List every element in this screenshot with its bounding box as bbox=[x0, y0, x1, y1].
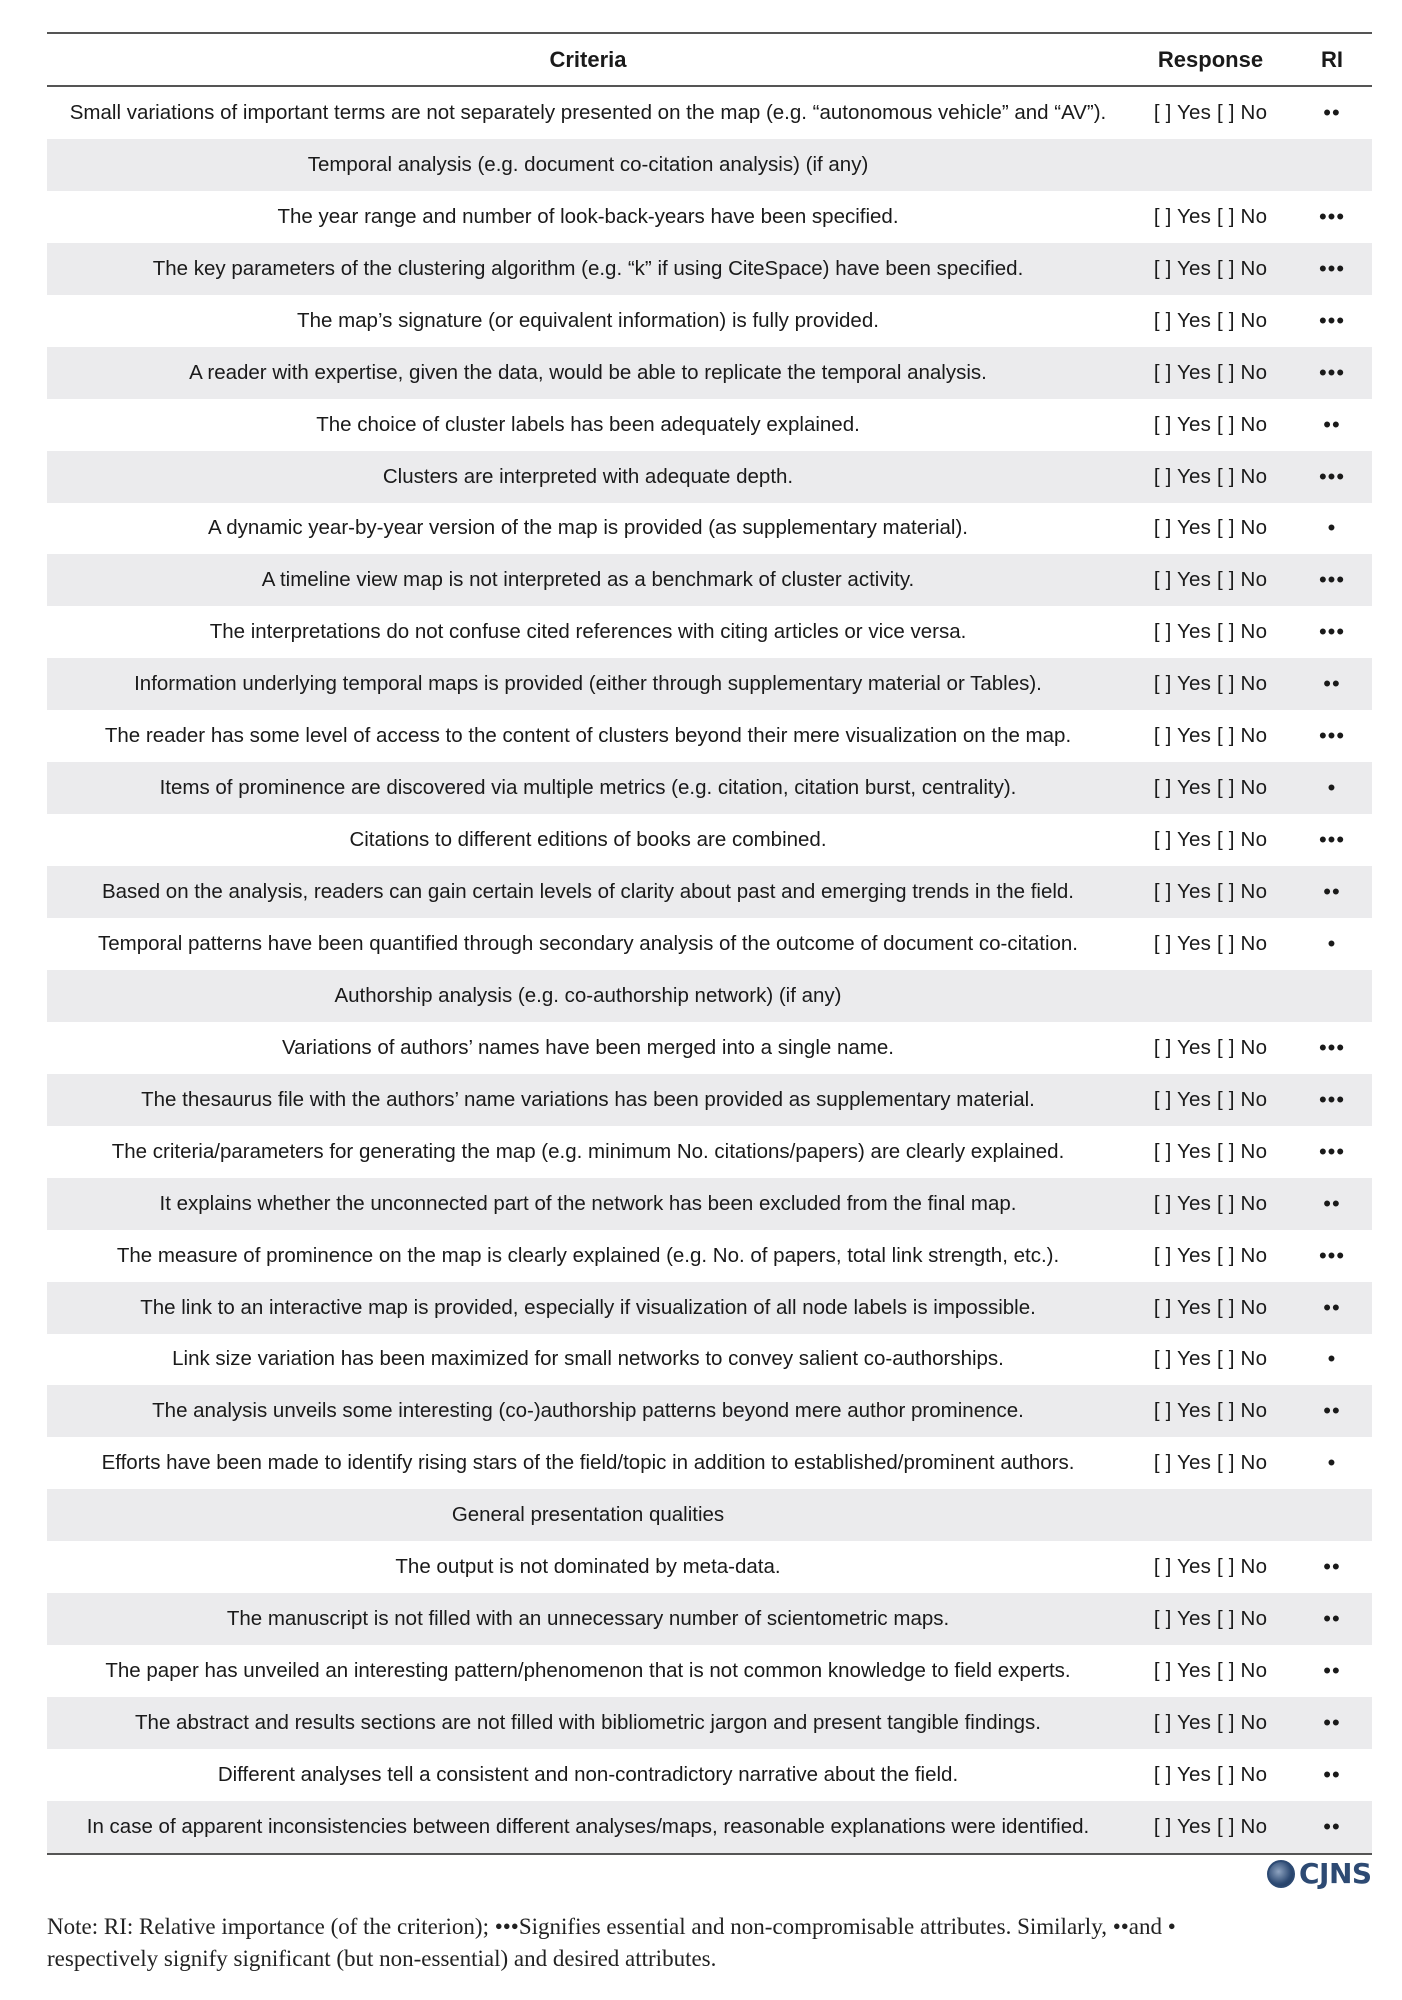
criteria-cell: The year range and number of look-back-years have been specified. bbox=[277, 204, 899, 228]
response-cell: [ ] Yes [ ] No bbox=[1153, 204, 1268, 228]
criteria-cell: It explains whether the unconnected part of the network has been excluded from the final map. bbox=[47, 1178, 1129, 1230]
table-row bbox=[47, 399, 1372, 451]
table-row bbox=[47, 347, 1372, 399]
criteria-cell: Small variations of important terms are not separately presented on the map (e.g. “autonomous vehicle” and “AV”). bbox=[69, 100, 1107, 124]
section-heading: General presentation qualities bbox=[47, 1489, 1129, 1541]
response-cell: [ ] Yes [ ] No bbox=[1153, 412, 1268, 436]
table-row bbox=[47, 1230, 1372, 1282]
table-row bbox=[47, 762, 1372, 814]
table-row bbox=[47, 814, 1372, 866]
ri-cell: ••• bbox=[1318, 203, 1346, 229]
table-row bbox=[47, 1697, 1372, 1749]
criteria-cell: Temporal patterns have been quantified through secondary analysis of the outcome of document co-citation. bbox=[97, 931, 1079, 955]
ri-cell: •• bbox=[1292, 1801, 1372, 1854]
table-row bbox=[47, 1541, 1372, 1593]
response-cell: [ ] Yes [ ] No bbox=[1153, 1035, 1268, 1059]
table-row bbox=[47, 606, 1372, 658]
response-cell: [ ] Yes [ ] No bbox=[1129, 451, 1292, 503]
table-row bbox=[47, 243, 1372, 295]
response-cell: [ ] Yes [ ] No bbox=[1153, 1243, 1268, 1267]
response-cell: [ ] Yes [ ] No bbox=[1129, 762, 1292, 814]
ri-cell: • bbox=[1292, 762, 1372, 814]
criteria-cell: Items of prominence are discovered via multiple metrics (e.g. citation, citation burst, centrality). bbox=[47, 762, 1129, 814]
response-cell: [ ] Yes [ ] No bbox=[1129, 1801, 1292, 1854]
table-row bbox=[47, 1074, 1372, 1126]
criteria-table bbox=[47, 32, 1372, 1855]
ri-cell: • bbox=[1327, 1346, 1337, 1372]
table-row bbox=[47, 1178, 1372, 1230]
criteria-cell: A reader with expertise, given the data, would be able to replicate the temporal analysis. bbox=[47, 347, 1129, 399]
table-body bbox=[47, 86, 1372, 1854]
ri-cell: •• bbox=[1292, 1697, 1372, 1749]
ri-cell: •• bbox=[1323, 1554, 1341, 1580]
response-cell: [ ] Yes [ ] No bbox=[1129, 1385, 1292, 1437]
table-row bbox=[47, 554, 1372, 606]
ri-cell: •• bbox=[1292, 1282, 1372, 1334]
criteria-cell: Variations of authors’ names have been merged into a single name. bbox=[282, 1035, 894, 1059]
table-row bbox=[47, 191, 1372, 243]
response-cell: [ ] Yes [ ] No bbox=[1153, 100, 1268, 124]
response-cell: [ ] Yes [ ] No bbox=[1153, 931, 1268, 955]
response-cell: [ ] Yes [ ] No bbox=[1129, 866, 1292, 918]
table-row bbox=[47, 1334, 1372, 1386]
ri-cell: ••• bbox=[1318, 619, 1346, 645]
criteria-cell: Information underlying temporal maps is provided (either through supplementary material or Tables). bbox=[47, 658, 1129, 710]
ri-cell: ••• bbox=[1318, 723, 1346, 749]
response-cell: [ ] Yes [ ] No bbox=[1153, 1555, 1268, 1579]
response-cell: [ ] Yes [ ] No bbox=[1153, 620, 1268, 644]
response-cell: [ ] Yes [ ] No bbox=[1153, 1347, 1268, 1371]
ri-cell: ••• bbox=[1292, 451, 1372, 503]
criteria-cell: Based on the analysis, readers can gain certain levels of clarity about past and emerging trends in the field. bbox=[47, 866, 1129, 918]
ri-cell: •• bbox=[1323, 99, 1341, 125]
ri-cell: •• bbox=[1292, 866, 1372, 918]
criteria-cell: The map’s signature (or equivalent information) is fully provided. bbox=[297, 308, 879, 332]
ri-cell: ••• bbox=[1318, 307, 1346, 333]
table-row bbox=[47, 658, 1372, 710]
header-criteria: Criteria bbox=[549, 46, 627, 72]
table-row bbox=[47, 970, 1372, 1022]
response-cell bbox=[1129, 139, 1292, 191]
table-row bbox=[47, 1801, 1372, 1854]
table-row bbox=[47, 710, 1372, 762]
criteria-cell: The key parameters of the clustering algorithm (e.g. “k” if using CiteSpace) have been specified. bbox=[47, 243, 1129, 295]
ri-cell: •• bbox=[1292, 1593, 1372, 1645]
header-ri: RI bbox=[1321, 46, 1343, 72]
criteria-cell: The criteria/parameters for generating the map (e.g. minimum No. citations/papers) are clearly explained. bbox=[111, 1139, 1065, 1163]
ri-cell: ••• bbox=[1292, 347, 1372, 399]
ri-cell: ••• bbox=[1318, 1138, 1346, 1164]
response-cell: [ ] Yes [ ] No bbox=[1129, 243, 1292, 295]
table-row bbox=[47, 1437, 1372, 1489]
cjns-logo bbox=[1267, 1857, 1372, 1890]
response-cell: [ ] Yes [ ] No bbox=[1153, 1659, 1268, 1683]
response-cell: [ ] Yes [ ] No bbox=[1129, 658, 1292, 710]
note-line-2: respectively signify significant (but non-essential) and desired attributes. bbox=[47, 1946, 717, 1971]
table-row bbox=[47, 1385, 1372, 1437]
response-cell: [ ] Yes [ ] No bbox=[1153, 724, 1268, 748]
ri-cell: ••• bbox=[1318, 827, 1346, 853]
response-cell bbox=[1129, 970, 1292, 1022]
criteria-cell: A timeline view map is not interpreted as a benchmark of cluster activity. bbox=[47, 554, 1129, 606]
criteria-cell: The thesaurus file with the authors’ name variations has been provided as supplementary material. bbox=[47, 1074, 1129, 1126]
criteria-cell: Efforts have been made to identify rising stars of the field/topic in addition to established/prominent authors. bbox=[101, 1451, 1075, 1475]
criteria-cell: The choice of cluster labels has been adequately explained. bbox=[316, 412, 860, 436]
note-line-1: Note: RI: Relative importance (of the criterion); •••Signifies essential and non-compromisable attributes. Similarly, ••and • bbox=[47, 1914, 1176, 1939]
response-cell: [ ] Yes [ ] No bbox=[1129, 1282, 1292, 1334]
criteria-cell: The link to an interactive map is provided, especially if visualization of all node labels is impossible. bbox=[47, 1282, 1129, 1334]
ri-cell: ••• bbox=[1318, 1034, 1346, 1060]
table-note bbox=[47, 1911, 1372, 1975]
cjns-globe-icon bbox=[1267, 1860, 1295, 1888]
ri-cell: ••• bbox=[1292, 1074, 1372, 1126]
table-row bbox=[47, 918, 1372, 970]
criteria-cell: The measure of prominence on the map is clearly explained (e.g. No. of papers, total link strength, etc.). bbox=[116, 1243, 1060, 1267]
criteria-cell: Citations to different editions of books are combined. bbox=[349, 828, 827, 852]
ri-cell: •• bbox=[1323, 1658, 1341, 1684]
ri-cell: ••• bbox=[1318, 1242, 1346, 1268]
response-cell: [ ] Yes [ ] No bbox=[1153, 828, 1268, 852]
table-row bbox=[47, 1593, 1372, 1645]
criteria-cell: The abstract and results sections are not filled with bibliometric jargon and present tangible findings. bbox=[47, 1697, 1129, 1749]
criteria-cell: The output is not dominated by meta-data. bbox=[395, 1555, 781, 1579]
table-row bbox=[47, 86, 1372, 139]
ri-cell: • bbox=[1327, 930, 1337, 956]
response-cell: [ ] Yes [ ] No bbox=[1129, 554, 1292, 606]
ri-cell bbox=[1292, 139, 1372, 191]
criteria-cell: A dynamic year-by-year version of the map is provided (as supplementary material). bbox=[208, 516, 968, 540]
criteria-cell: The analysis unveils some interesting (co-)authorship patterns beyond mere author prominence. bbox=[47, 1385, 1129, 1437]
ri-cell bbox=[1292, 1489, 1372, 1541]
response-cell: [ ] Yes [ ] No bbox=[1129, 1697, 1292, 1749]
response-cell: [ ] Yes [ ] No bbox=[1129, 1178, 1292, 1230]
criteria-cell: Clusters are interpreted with adequate depth. bbox=[47, 451, 1129, 503]
section-heading: Temporal analysis (e.g. document co-citation analysis) (if any) bbox=[47, 139, 1129, 191]
table-row bbox=[47, 1749, 1372, 1801]
criteria-cell: Link size variation has been maximized for small networks to convey salient co-authorships. bbox=[172, 1347, 1004, 1371]
ri-cell: •• bbox=[1292, 1178, 1372, 1230]
response-cell: [ ] Yes [ ] No bbox=[1153, 516, 1268, 540]
ri-cell bbox=[1292, 970, 1372, 1022]
ri-cell: • bbox=[1327, 1450, 1337, 1476]
response-cell: [ ] Yes [ ] No bbox=[1153, 1139, 1268, 1163]
ri-cell: •• bbox=[1323, 1761, 1341, 1787]
table-row bbox=[47, 295, 1372, 347]
response-cell: [ ] Yes [ ] No bbox=[1153, 308, 1268, 332]
table-row bbox=[47, 1282, 1372, 1334]
table-row bbox=[47, 1126, 1372, 1178]
table-row bbox=[47, 866, 1372, 918]
criteria-cell: The reader has some level of access to the content of clusters beyond their mere visualization on the map. bbox=[104, 724, 1072, 748]
response-cell: [ ] Yes [ ] No bbox=[1129, 1074, 1292, 1126]
table-header-row bbox=[47, 33, 1372, 86]
ri-cell: ••• bbox=[1292, 243, 1372, 295]
ri-cell: ••• bbox=[1292, 554, 1372, 606]
table-row bbox=[47, 1645, 1372, 1697]
ri-cell: • bbox=[1327, 515, 1337, 541]
ri-cell: •• bbox=[1292, 1385, 1372, 1437]
response-cell: [ ] Yes [ ] No bbox=[1153, 1762, 1268, 1786]
table-row bbox=[47, 1022, 1372, 1074]
table-row bbox=[47, 1489, 1372, 1541]
criteria-cell: The manuscript is not filled with an unnecessary number of scientometric maps. bbox=[47, 1593, 1129, 1645]
criteria-cell: The interpretations do not confuse cited references with citing articles or vice versa. bbox=[209, 620, 967, 644]
response-cell: [ ] Yes [ ] No bbox=[1129, 347, 1292, 399]
criteria-table-container bbox=[47, 32, 1372, 1855]
table-row bbox=[47, 139, 1372, 191]
table-row bbox=[47, 503, 1372, 555]
criteria-cell: In case of apparent inconsistencies between different analyses/maps, reasonable explanations were identified. bbox=[47, 1801, 1129, 1854]
criteria-cell: The paper has unveiled an interesting pattern/phenomenon that is not common knowledge to field experts. bbox=[105, 1659, 1071, 1683]
ri-cell: •• bbox=[1323, 411, 1341, 437]
criteria-cell: Different analyses tell a consistent and non-contradictory narrative about the field. bbox=[217, 1762, 959, 1786]
response-cell: [ ] Yes [ ] No bbox=[1129, 1593, 1292, 1645]
response-cell: [ ] Yes [ ] No bbox=[1153, 1451, 1268, 1475]
ri-cell: •• bbox=[1292, 658, 1372, 710]
header-response: Response bbox=[1157, 46, 1264, 72]
logo-text: CJNS bbox=[1299, 1857, 1372, 1890]
table-row bbox=[47, 451, 1372, 503]
response-cell bbox=[1129, 1489, 1292, 1541]
section-heading: Authorship analysis (e.g. co-authorship network) (if any) bbox=[47, 970, 1129, 1022]
